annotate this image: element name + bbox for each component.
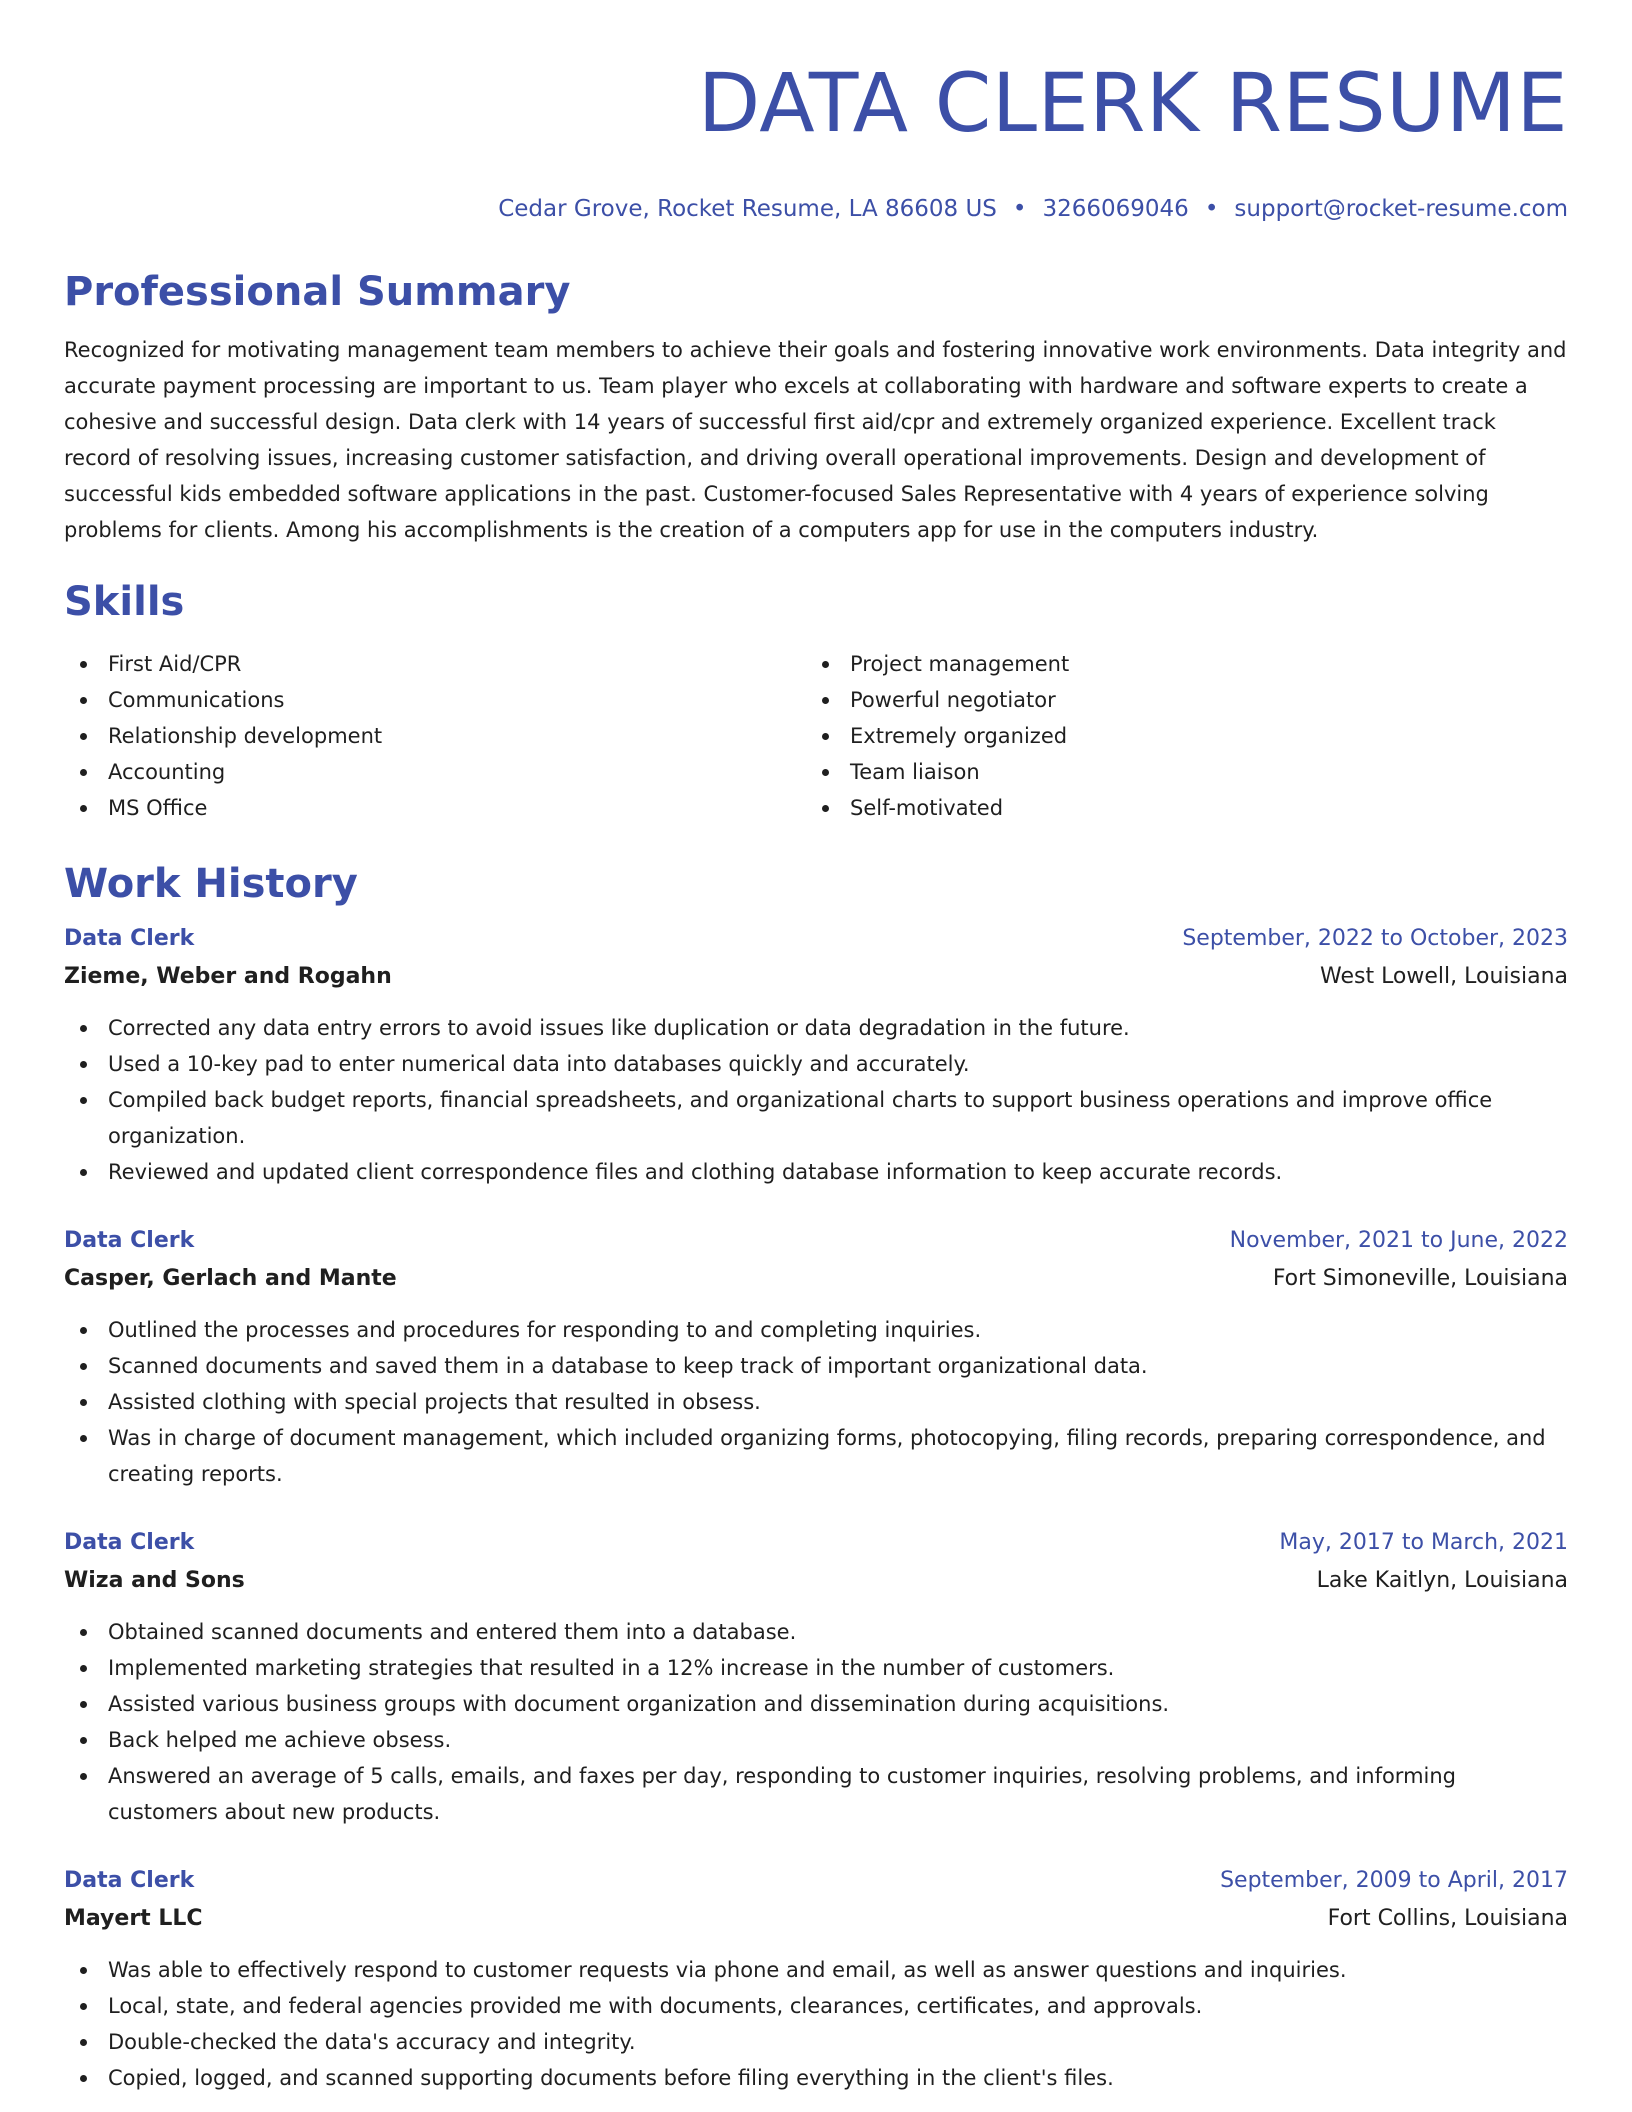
job-location: Lake Kaitlyn, Louisiana [1316, 1568, 1568, 1593]
job-bullet: Was in charge of document management, which included organizing forms, photocopying, filing records, preparing correspondence, and creating reports. [64, 1420, 1568, 1492]
skills-list [64, 646, 1568, 826]
job-title: Data Clerk [64, 926, 195, 951]
job-bullet: Was able to effectively respond to customer requests via phone and email, as well as answer questions and inquiries. [64, 1952, 1568, 1988]
job-company: Mayert LLC [64, 1906, 203, 1931]
skills-column-right [806, 646, 1548, 826]
job-bullet: Implemented marketing strategies that resulted in a 12% increase in the number of customers. [64, 1650, 1568, 1686]
resume-title: DATA CLERK RESUME [697, 57, 1568, 151]
job-bullet: Local, state, and federal agencies provided me with documents, clearances, certificates, and approvals. [64, 1988, 1568, 2024]
contact-address: Cedar Grove, Rocket Resume, LA 86608 US [498, 196, 997, 222]
work-history-heading: Work History [64, 861, 358, 907]
job-bullet: Copied, logged, and scanned supporting documents before filing everything in the client's files. [64, 2060, 1568, 2096]
skill-item: Communications [64, 682, 806, 718]
skills-column-left [64, 646, 806, 826]
job-company-row [64, 958, 1568, 996]
job-bullet: Reviewed and updated client correspondence files and clothing database information to keep accurate records. [64, 1154, 1568, 1190]
job-header-row [64, 920, 1568, 958]
skill-item: MS Office [64, 790, 806, 826]
summary-text: Recognized for motivating management team members to achieve their goals and fostering innovative work environments. Data integrity and accurate payment processing are important to us. Team player who excels at collaborating with hardware and software experts to create a cohesive and successful design. Data clerk with 14 years of successful first aid/cpr and extremely organized experience. Excellent track record of resolving issues, increasing customer satisfaction, and driving overall operational improvements. Design and development of successful kids embedded software applications in the past. Customer-focused Sales Representative with 4 years of experience solving problems for clients. Among his accomplishments is the creation of a computers app for use in the computers industry. [64, 338, 1567, 542]
job-company-row [64, 1900, 1568, 1938]
job-bullet: Scanned documents and saved them in a database to keep track of important organizational data. [64, 1348, 1568, 1384]
job-location: West Lowell, Louisiana [1319, 964, 1568, 989]
job-company-row [64, 1562, 1568, 1600]
job-dates: May, 2017 to March, 2021 [1279, 1530, 1568, 1555]
job-bullets [64, 1010, 1568, 1190]
job-company: Zieme, Weber and Rogahn [64, 964, 392, 989]
job-bullet: Corrected any data entry errors to avoid issues like duplication or data degradation in the future. [64, 1010, 1568, 1046]
job-bullet: Back helped me achieve obsess. [64, 1722, 1568, 1758]
skill-item: Powerful negotiator [806, 682, 1548, 718]
job-title: Data Clerk [64, 1868, 195, 1893]
job-title: Data Clerk [64, 1530, 195, 1555]
contact-email[interactable]: support@rocket-resume.com [1234, 196, 1568, 222]
job-entry [64, 1862, 1568, 2096]
job-company-row [64, 1260, 1568, 1298]
skills-heading: Skills [64, 579, 185, 625]
job-bullet: Answered an average of 5 calls, emails, and faxes per day, responding to customer inquiries, resolving problems, and informing customers about new products. [64, 1758, 1568, 1830]
job-bullet: Double-checked the data's accuracy and integrity. [64, 2024, 1568, 2060]
summary-heading: Professional Summary [64, 269, 571, 315]
skill-item: Relationship development [64, 718, 806, 754]
job-header-row [64, 1862, 1568, 1900]
job-bullet: Obtained scanned documents and entered them into a database. [64, 1614, 1568, 1650]
job-location: Fort Simoneville, Louisiana [1272, 1266, 1568, 1291]
contact-separator: • [1204, 196, 1219, 222]
job-bullets [64, 1952, 1568, 2096]
skill-item: Project management [806, 646, 1548, 682]
skill-item: First Aid/CPR [64, 646, 806, 682]
job-location: Fort Collins, Louisiana [1327, 1906, 1568, 1931]
job-bullet: Compiled back budget reports, financial spreadsheets, and organizational charts to support business operations and improve office organization. [64, 1082, 1568, 1154]
contact-phone: 3266069046 [1042, 196, 1189, 222]
job-header-row [64, 1222, 1568, 1260]
job-dates: September, 2009 to April, 2017 [1220, 1868, 1568, 1893]
job-header-row [64, 1524, 1568, 1562]
contact-separator: • [1012, 196, 1027, 222]
job-title: Data Clerk [64, 1228, 195, 1253]
job-dates: September, 2022 to October, 2023 [1182, 926, 1568, 951]
job-entry [64, 920, 1568, 1190]
skill-item: Extremely organized [806, 718, 1548, 754]
job-bullets [64, 1312, 1568, 1492]
skill-item: Accounting [64, 754, 806, 790]
skill-item: Self-motivated [806, 790, 1548, 826]
resume-page [64, 0, 1568, 2096]
job-bullet: Used a 10-key pad to enter numerical data into databases quickly and accurately. [64, 1046, 1568, 1082]
contact-line [64, 194, 1568, 224]
job-dates: November, 2021 to June, 2022 [1229, 1228, 1568, 1253]
skill-item: Team liaison [806, 754, 1548, 790]
job-bullet: Assisted clothing with special projects that resulted in obsess. [64, 1384, 1568, 1420]
job-company: Casper, Gerlach and Mante [64, 1266, 397, 1291]
job-company: Wiza and Sons [64, 1568, 245, 1593]
job-entry [64, 1524, 1568, 1830]
job-entry [64, 1222, 1568, 1492]
job-bullet: Assisted various business groups with document organization and dissemination during acquisitions. [64, 1686, 1568, 1722]
job-bullets [64, 1614, 1568, 1830]
job-bullet: Outlined the processes and procedures for responding to and completing inquiries. [64, 1312, 1568, 1348]
